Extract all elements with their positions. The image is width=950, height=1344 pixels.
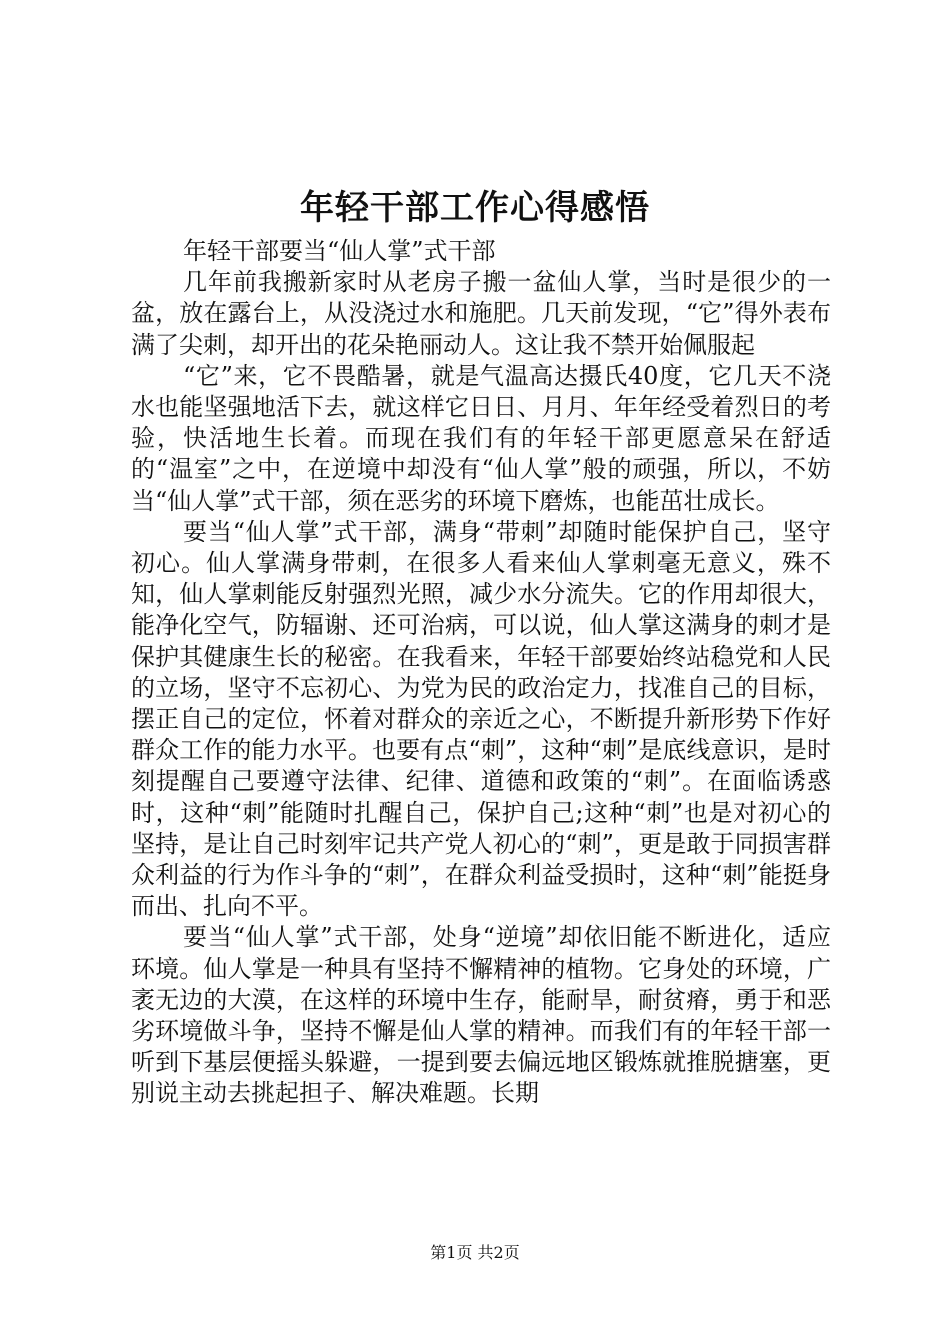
paragraph-cactus-resilience: “它”来，它不畏酷暑，就是气温高达摄氏40度，它几天不浇水也能坚强地活下去，就这样它日日、月月、年年经受着烈日的考验，快活地生长着。而现在我们有的年轻干部更愿意呆在舒适的“温室”之中，在逆境中却没有“仙人掌”般的顽强，所以，不妨当“仙人掌”式干部，须在恶劣的环境下磨炼，也能茁壮成长。: [131, 361, 831, 515]
paragraph-subtitle: 年轻干部要当“仙人掌”式干部: [183, 237, 496, 265]
page-number-footer: 第1页 共2页: [430, 1243, 520, 1262]
paragraph-intro: 几年前我搬新家时从老房子搬一盆仙人掌，当时是很少的一盆，放在露台上，从没浇过水和施肥。几天前发现，“它”得外表布满了尖刺，却开出的花朵艳丽动人。这让我不禁开始佩服起: [131, 268, 831, 359]
document-title: 年轻干部工作心得感悟: [300, 188, 650, 228]
document-body: [131, 236, 831, 1110]
paragraph-thorns: 要当“仙人掌”式干部，满身“带刺”却随时能保护自己，坚守初心。仙人掌满身带刺，在很多人看来仙人掌刺毫无意义，殊不知，仙人掌刺能反射强烈光照，减少水分流失。它的作用却很大，能净化空气，防辐谢、还可治病，可以说，仙人掌这满身的刺才是保护其健康生长的秘密。在我看来，年轻干部要始终站稳党和人民的立场，坚守不忘初心、为党为民的政治定力，找准自己的目标，摆正自己的定位，怀着对群众的亲近之心，不断提升新形势下作好群众工作的能力水平。也要有点“刺”，这种“刺”是底线意识，是时刻提醒自己要遵守法律、纪律、道德和政策的“刺”。在面临诱惑时，这种“刺”能随时扎醒自己，保护自己;这种“刺”也是对初心的坚持，是让自己时刻牢记共产党人初心的“刺”，更是敢于同损害群众利益的行为作斗争的“刺”，在群众利益受损时，这种“刺”能挺身而出、扎向不平。: [131, 517, 831, 921]
paragraph-adversity: 要当“仙人掌”式干部，处身“逆境”却依旧能不断进化，适应环境。仙人掌是一种具有坚持不懈精神的植物。它身处的环境，广袤无边的大漠，在这样的环境中生存，能耐旱，耐贫瘠，勇于和恶劣环境做斗争，坚持不懈是仙人掌的精神。而我们有的年轻干部一听到下基层便摇头躲避，一提到要去偏远地区锻炼就推脱搪塞，更别说主动去挑起担子、解决难题。长期: [131, 923, 831, 1108]
